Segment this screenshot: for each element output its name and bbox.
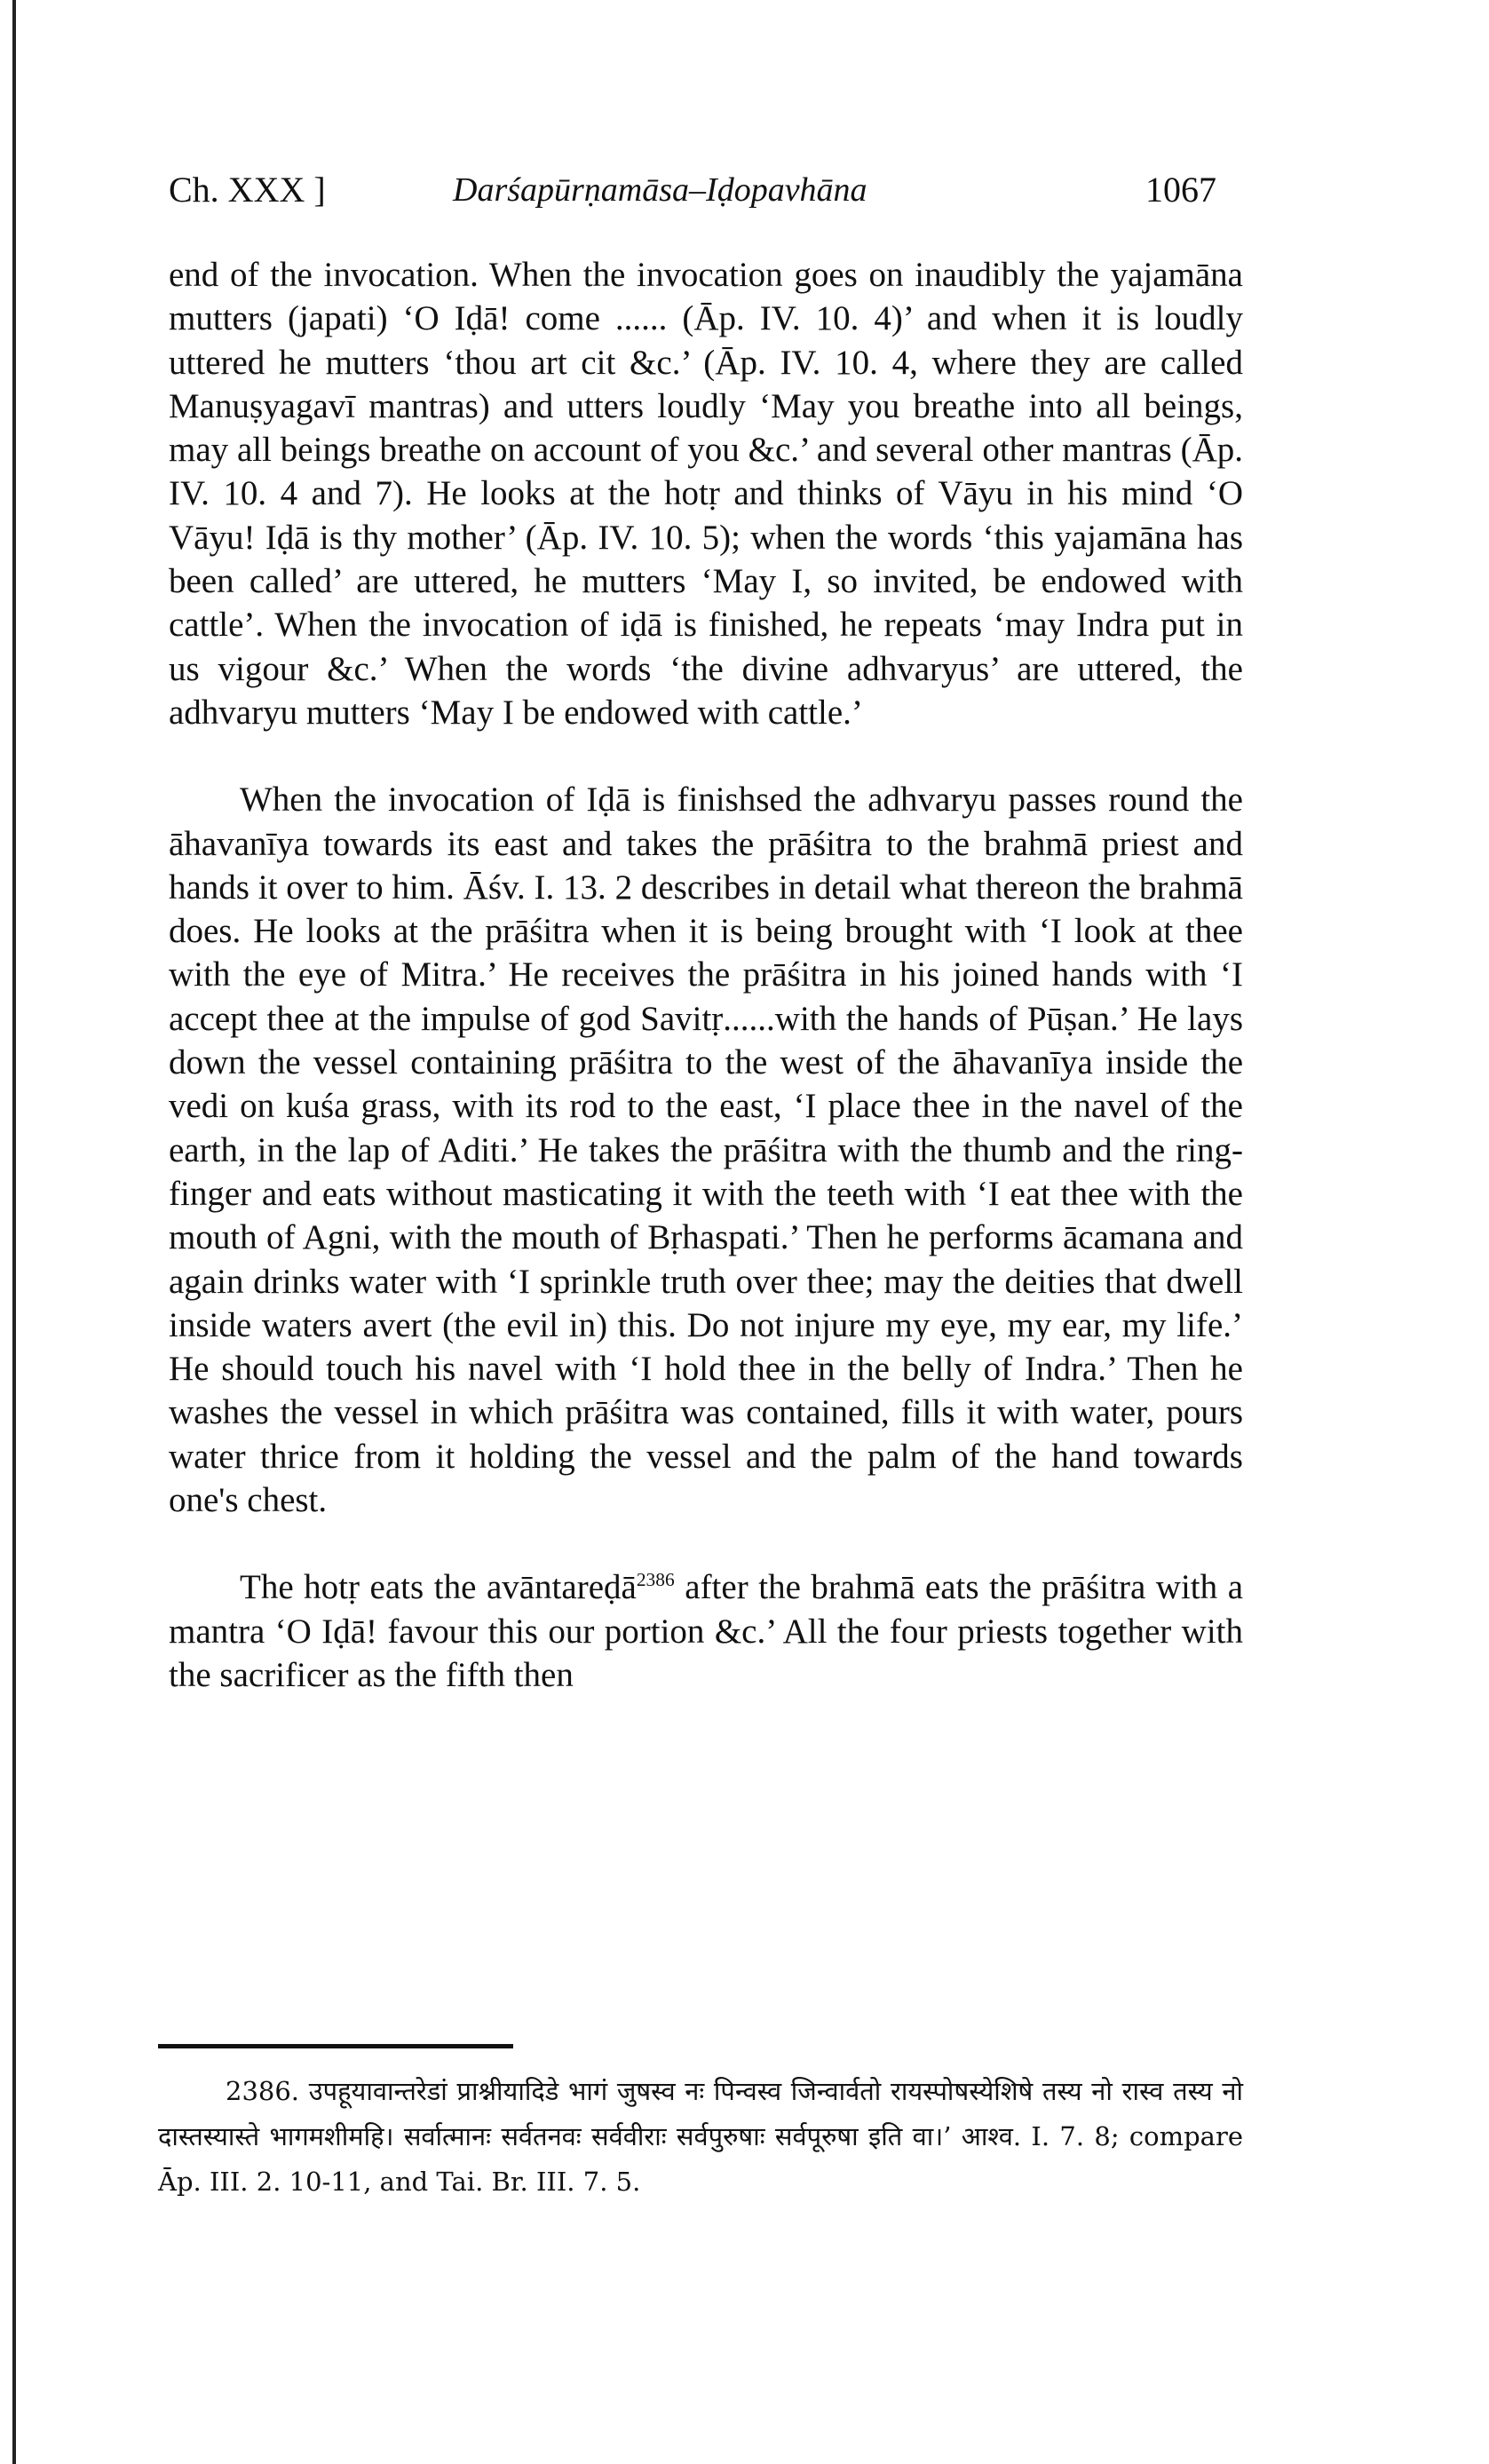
footnote-text: उपहूयावान्तरेडां प्राश्नीयादिडे भागं जुषस्व नः पिन्वस्व जिन्वार्वतो रायस्पोषस्येशिषे तस्य नो रास्व तस्य नो दास्तस्यास्ते भागमशीमहि। सर्वात्मानः सर्वतनवः सर्ववीराः सर्वपुरुषाः सर्वपूरुषा इति वा।’ आश्व. I. 7. 8; compare Āp. III. 2. 10-11, and Tai. Br. III. 7. 5. xyxy=(158,2076,1244,2197)
main-text xyxy=(169,253,1243,1697)
footnote xyxy=(158,2069,1243,2205)
footnote-reference: 2386 xyxy=(636,1569,675,1591)
chapter-label: Ch. XXX ] xyxy=(169,170,326,210)
page-binding-edge xyxy=(12,0,16,2464)
footnote-number: 2386. xyxy=(226,2076,300,2106)
paragraph-2: When the invocation of Iḍā is finishsed the adhvaryu passes round the āhavanīya towards its east and takes the prāśitra to the brahmā priest and hands it over to him. Āśv. I. 13. 2 describes in detail what thereon the brahmā does. He looks at the prāśitra when it is being brought with ‘I look at thee with the eye of Mitra.’ He receives the prāśitra in his joined hands with ‘I accept thee at the impulse of god Savitṛ......with the hands of Pūṣan.’ He lays down the vessel containing prāśitra to the west of the āhavanīya inside the vedi on kuśa grass, with its rod to the east, ‘I place thee in the navel of the earth, in the lap of Aditi.’ He takes the prāśitra with the thumb and the ring-finger and eats without masticating it with the teeth with ‘I eat thee with the mouth of Agni, with the mouth of Bṛhaspati.’ Then he performs ācamana and again drinks water with ‘I sprinkle truth over thee; may the deities that dwell inside waters avert (the evil in) this. Do not injure my eye, my ear, my life.’ He should touch his navel with ‘I hold thee in the belly of Indra.’ Then he washes the vessel in which prāśitra was contained, fills it with water, pours water thrice from it holding the vessel and the palm of the hand towards one's chest. xyxy=(169,780,1243,1520)
page-number: 1067 xyxy=(1145,170,1216,210)
running-header xyxy=(169,169,1234,222)
paragraph-3-intro: The hotṛ eats the avāntareḍā xyxy=(240,1568,637,1607)
running-title: Darśapūrṇamāsa–Iḍopavhāna xyxy=(453,171,867,209)
paragraph-3-rest: after the brahmā eats the prāśitra with a mantra ‘O Iḍā! favour this our portion &c.’ All the four priests together with the sacrificer as the fifth then xyxy=(169,1568,1244,1694)
footnote-divider xyxy=(158,2044,513,2048)
paragraph-3 xyxy=(169,1565,1243,1697)
paragraph-1: end of the invocation. When the invocation goes on inaudibly the yajamāna mutters (japati) ‘O Iḍā! come ...... (Āp. IV. 10. 4)’ and when it is loudly uttered he mutters ‘thou art cit &c.’ (Āp. IV. 10. 4, where they are called Manuṣyagavī mantras) and utters loudly ‘May you breathe into all beings, may all beings breathe on account of you &c.’ and several other mantras (Āp. IV. 10. 4 and 7). He looks at the hotṛ and thinks of Vāyu in his mind ‘O Vāyu! Iḍā is thy mother’ (Āp. IV. 10. 5); when the words ‘this yajamāna has been called’ are uttered, he mutters ‘May I, so invited, be endowed with cattle’. When the invocation of iḍā is finished, he repeats ‘may Indra put in us vigour &c.’ When the words ‘the divine adhvaryus’ are uttered, the adhvaryu mutters ‘May I be endowed with cattle.’ xyxy=(169,256,1243,732)
